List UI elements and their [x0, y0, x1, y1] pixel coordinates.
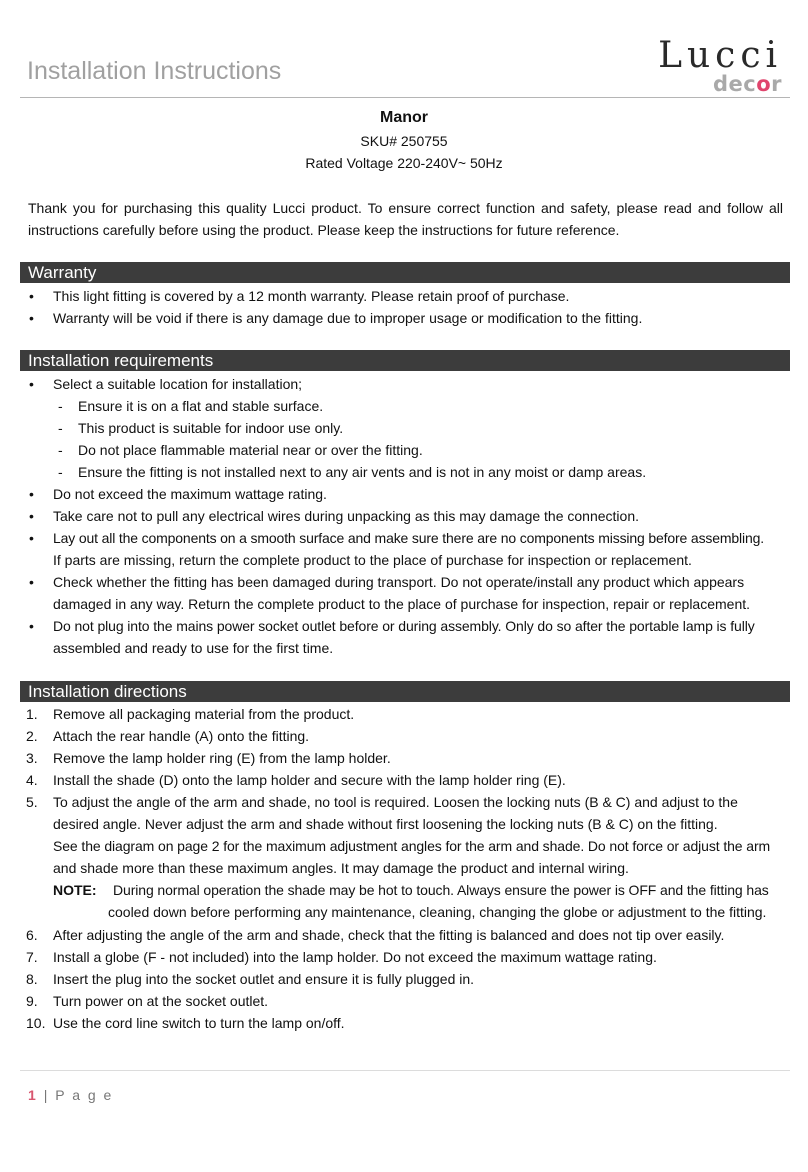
step-number: 7. [26, 949, 38, 965]
logo-subword-part: dec [712, 72, 757, 96]
section-heading-requirements: Installation requirements [20, 350, 790, 371]
dash-icon: - [58, 398, 63, 414]
direction-step: Install the shade (D) onto the lamp holder and secure with the lamp holder ring (E). [53, 772, 566, 788]
dash-icon: - [58, 442, 63, 458]
step-number: 1. [26, 706, 38, 722]
note-label: NOTE: [53, 882, 97, 898]
direction-step: Use the cord line switch to turn the lamp on/off. [53, 1015, 345, 1031]
bullet-icon: • [29, 574, 34, 590]
page-number: 1 [28, 1087, 38, 1103]
logo-wordmark: Lucci [658, 35, 782, 76]
page-footer [28, 1087, 113, 1103]
direction-step: Turn power on at the socket outlet. [53, 993, 269, 1009]
product-name: Manor [380, 109, 428, 126]
warranty-item: Warranty will be void if there is any damage due to improper usage or modification to the fitting. [53, 310, 643, 326]
bullet-icon: • [29, 508, 34, 524]
note-text-continued: cooled down before performing any maintenance, cleaning, changing the globe or adjustment to the fitting. [108, 904, 767, 920]
step-number: 4. [26, 772, 38, 788]
requirement-item: Do not exceed the maximum wattage rating. [53, 486, 327, 502]
logo-subword [713, 72, 782, 96]
direction-step: Remove all packaging material from the product. [53, 706, 355, 722]
step-number: 10. [26, 1015, 46, 1031]
requirement-item-continued: If parts are missing, return the complete product to the place of purchase for inspection or replacement. [53, 552, 692, 568]
requirement-subitem: Ensure it is on a flat and stable surface. [78, 398, 324, 414]
dash-icon: - [58, 464, 63, 480]
section-heading-directions: Installation directions [20, 681, 790, 702]
requirement-item: Take care not to pull any electrical wires during unpacking as this may damage the connection. [53, 508, 639, 524]
page-header-title: Installation Instructions [27, 57, 282, 85]
intro-paragraph: Thank you for purchasing this quality Lucci product. To ensure correct function and safety, please read and follow all instructions carefully before using the product. Please keep the instructions for future reference. [28, 200, 783, 238]
step-number: 9. [26, 993, 38, 1009]
bullet-icon: • [29, 618, 34, 634]
direction-step: Install a globe (F - not included) into the lamp holder. Do not exceed the maximum wattage rating. [53, 949, 657, 965]
bullet-icon: • [29, 486, 34, 502]
requirement-item: Do not plug into the mains power socket outlet before or during assembly. Only do so after the portable lamp is fully [53, 618, 755, 634]
warranty-item: This light fitting is covered by a 12 month warranty. Please retain proof of purchase. [53, 288, 570, 304]
step-number: 2. [26, 728, 38, 744]
direction-step: Remove the lamp holder ring (E) from the lamp holder. [53, 750, 391, 766]
requirement-item-continued: damaged in any way. Return the complete product to the place of purchase for inspection, repair or replacement. [53, 596, 751, 612]
direction-step-continued: See the diagram on page 2 for the maximum adjustment angles for the arm and shade. Do not force or adjust the arm [53, 838, 771, 854]
product-voltage: Rated Voltage 220-240V~ 50Hz [305, 155, 503, 171]
direction-step: After adjusting the angle of the arm and shade, check that the fitting is balanced and does not tip over easily. [53, 927, 725, 943]
step-number: 6. [26, 927, 38, 943]
header-divider [20, 97, 790, 98]
direction-step: Insert the plug into the socket outlet and ensure it is fully plugged in. [53, 971, 475, 987]
step-number: 3. [26, 750, 38, 766]
requirement-item-continued: assembled and ready to use for the first time. [53, 640, 334, 656]
footer-divider [20, 1070, 790, 1071]
step-number: 5. [26, 794, 38, 810]
requirement-item: Check whether the fitting has been damaged during transport. Do not operate/install any product which appears [53, 574, 745, 590]
requirement-item: Lay out all the components on a smooth surface and make sure there are no components missing before assembling. [53, 530, 764, 546]
requirement-item: Select a suitable location for installation; [53, 376, 303, 392]
requirement-subitem: Ensure the fitting is not installed next to any air vents and is not in any moist or damp areas. [78, 464, 647, 480]
logo-subword-accent: o [756, 72, 772, 96]
lucci-decor-logo [658, 35, 790, 96]
direction-step-continued: and shade more than these maximum angles. It may damage the product and internal wiring. [53, 860, 629, 876]
bullet-icon: • [29, 530, 34, 546]
direction-step: To adjust the angle of the arm and shade, no tool is required. Loosen the locking nuts (B & C) and adjust to the [53, 794, 738, 810]
direction-step-continued: desired angle. Never adjust the arm and shade without first loosening the locking nuts (B & C) on the fitting. [53, 816, 718, 832]
step-number: 8. [26, 971, 38, 987]
bullet-icon: • [29, 310, 34, 326]
section-heading-warranty: Warranty [20, 262, 790, 283]
bullet-icon: • [29, 288, 34, 304]
requirement-subitem: Do not place flammable material near or over the fitting. [78, 442, 423, 458]
note-text: During normal operation the shade may be hot to touch. Always ensure the power is OFF and the fitting has [113, 882, 769, 898]
dash-icon: - [58, 420, 63, 436]
requirement-subitem: This product is suitable for indoor use only. [78, 420, 344, 436]
direction-step: Attach the rear handle (A) onto the fitting. [53, 728, 310, 744]
page-label: | P a g e [43, 1087, 114, 1103]
product-sku: SKU# 250755 [360, 133, 448, 149]
bullet-icon: • [29, 376, 34, 392]
logo-subword-part: r [771, 72, 782, 96]
